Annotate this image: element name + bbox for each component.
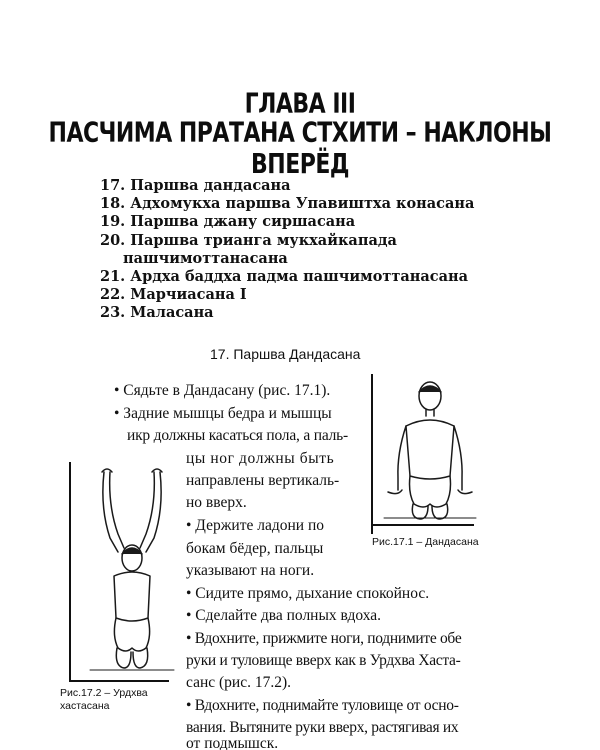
- list-item: 21. Ардха баддха падма пашчимоттанасана: [100, 268, 469, 286]
- body-line: • Вдохните, прижмите ноги, поднимите обе: [186, 630, 462, 647]
- figure-frame-line: [371, 374, 373, 534]
- body-line: • Вдохните, поднимайте туловище от осно-: [186, 697, 459, 714]
- body-line: • Держите ладони по: [186, 517, 324, 534]
- list-item: 18. Адхомукха паршва Упавиштха конасана: [100, 195, 475, 213]
- figure-caption: хастасана: [60, 700, 110, 712]
- arms-raised-seated-figure-icon: [88, 468, 178, 676]
- figure-frame-line: [69, 462, 71, 682]
- list-item-continuation: пашчимоттанасана: [123, 249, 288, 267]
- figure-frame-line: [371, 524, 474, 526]
- body-line: руки и туловище вверх как в Урдхва Хаста-: [186, 652, 461, 669]
- body-line: от подмышск.: [186, 739, 279, 750]
- list-item: 22. Марчиасана I: [100, 286, 247, 304]
- figure-caption: Рис.17.1 – Дандасана: [372, 536, 479, 548]
- figure-caption: Рис.17.2 – Урдхва: [60, 687, 148, 699]
- body-line: • Сидите прямо, дыхание спокойнос.: [186, 585, 430, 602]
- list-item: 19. Паршва джану сиршасана: [100, 213, 356, 231]
- figure-frame-line: [69, 680, 169, 682]
- list-item: 17. Паршва дандасана: [100, 177, 291, 194]
- list-item: 23. Маласана: [100, 304, 214, 322]
- chapter-title: ПАСЧИМА ПРАТАНА СТХИТИ – НАКЛОНЫ ВПЕРЁД: [48, 117, 552, 181]
- body-line: указывают на ноги.: [186, 562, 315, 579]
- body-line: бокам бёдер, пальцы: [186, 540, 324, 557]
- body-line: • Сядьте в Дандасану (рис. 17.1).: [114, 382, 331, 399]
- section-title: 17. Паршва Дандасана: [210, 346, 361, 362]
- body-line: цы ног должны быть: [186, 450, 335, 467]
- body-line: санс (рис. 17.2).: [186, 674, 291, 691]
- seated-dandasana-figure-icon: [380, 378, 480, 523]
- body-line: икр должны касаться пола, а паль-: [127, 427, 348, 444]
- body-line: вания. Вытяните руки вверх, растягивая их: [186, 719, 459, 736]
- chapter-number: ГЛАВА III: [244, 88, 356, 121]
- body-line: • Сделайте два полных вдоха.: [186, 607, 381, 624]
- body-line: но вверх.: [186, 494, 247, 511]
- list-item: 20. Паршва трианга мукхайкапада: [100, 231, 397, 249]
- body-line: направлены вертикаль-: [186, 472, 340, 489]
- body-line: • Задние мышцы бедра и мышцы: [114, 405, 332, 422]
- asana-list: [100, 177, 474, 323]
